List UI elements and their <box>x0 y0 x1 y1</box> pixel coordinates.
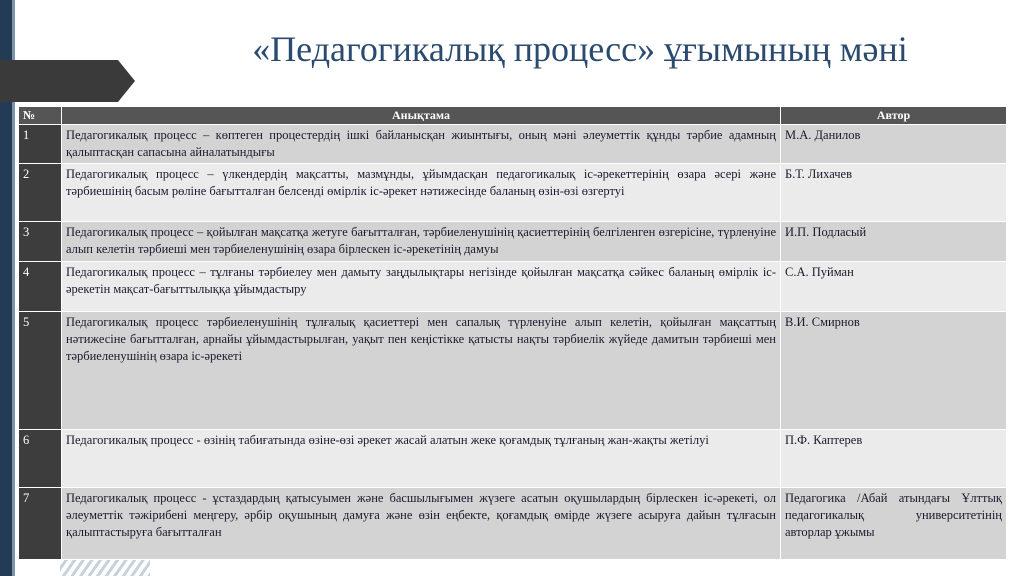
header-definition: Анықтама <box>62 107 781 125</box>
row-number: 7 <box>19 488 62 560</box>
row-number: 4 <box>19 262 62 312</box>
row-author: М.А. Данилов <box>781 125 1007 164</box>
header-author: Автор <box>781 107 1007 125</box>
definitions-table <box>18 106 1007 560</box>
row-author: П.Ф. Каптерев <box>781 430 1007 488</box>
row-author: Б.Т. Лихачев <box>781 164 1007 222</box>
table-row <box>19 164 1007 222</box>
table-header-row <box>19 107 1007 125</box>
row-definition: Педагогикалық процесс тәрбиеленушінің тұлғалық қасиеттері мен сапалық түрленуіне алып келетін, қойылған мақсаттың нәтижесіне бағытталған, арнайы ұйымдастырылған, уақыт пен кеңістікке қатысты нақты тәрбиелік жүйеде дамитын тәрбиеші мен тәрбиеленушінің өзара іс-әрекеті <box>62 312 781 430</box>
row-number: 3 <box>19 222 62 262</box>
row-definition: Педагогикалық процесс – тұлғаны тәрбиелеу мен дамыту заңдылықтары негізінде қойылған мақсатқа сәйкес баланың өмірлік іс-әрекетін мақсат-бағыттылыққа ұйымдастыру <box>62 262 781 312</box>
row-author: С.А. Пуйман <box>781 262 1007 312</box>
slide-title: «Педагогикалық процесс» ұғымының мәні <box>252 29 908 69</box>
table-row <box>19 222 1007 262</box>
arrow-tab-decoration <box>0 60 135 102</box>
table-row <box>19 312 1007 430</box>
table-row <box>19 488 1007 560</box>
row-definition: Педагогикалық процесс - өзінің табиғатында өзіне-өзі әрекет жасай алатын жеке қоғамдық тұлғаның жан-жақты жетілуі <box>62 430 781 488</box>
table-row <box>19 125 1007 164</box>
table-row <box>19 430 1007 488</box>
row-author: Педагогика /Абай атындағы Ұлттық педагогикалық университетінің авторлар ұжымы <box>781 488 1007 560</box>
row-author: В.И. Смирнов <box>781 312 1007 430</box>
row-number: 1 <box>19 125 62 164</box>
row-definition: Педагогикалық процесс – көптеген процестердің ішкі байланысқан жиынтығы, оның мәні әлеуметтік құнды тәрбие адамның қалыптасқан сапасына айналатындығы <box>62 125 781 164</box>
header-number: № <box>19 107 62 125</box>
row-number: 5 <box>19 312 62 430</box>
row-definition: Педагогикалық процесс - ұстаздардың қатысуымен және басшылығымен жүзеге асатын оқушылардың бірлескен іс-әрекеті, ол әлеуметтік тәжірибені меңгеру, әрбір оқушының дамуға және өзін еңбекте, қоғамдық өмірде жүзеге асыруға дайын тұлғасын қалыптастыруға бағытталған <box>62 488 781 560</box>
row-number: 2 <box>19 164 62 222</box>
row-definition: Педагогикалық процесс – қойылған мақсатқа жетуге бағытталған, тәрбиеленушінің қасиеттерінің белгіленген өзгерісіне, түрленуіне алып келетін тәрбиеші мен тәрбиеленушінің өзара бірлескен іс-әрекетінің дамуы <box>62 222 781 262</box>
row-number: 6 <box>19 430 62 488</box>
row-definition: Педагогикалық процесс – үлкендердің мақсатты, мазмұнды, ұйымдасқан педагогикалық іс-әрекеттерінің өзара әсері және тәрбиешінің басым рөліне бағытталған белсенді өмірлік іс-әрекет нәтижесінде баланың өзін-өзі өзгертуі <box>62 164 781 222</box>
row-author: И.П. Подласый <box>781 222 1007 262</box>
table-row <box>19 262 1007 312</box>
